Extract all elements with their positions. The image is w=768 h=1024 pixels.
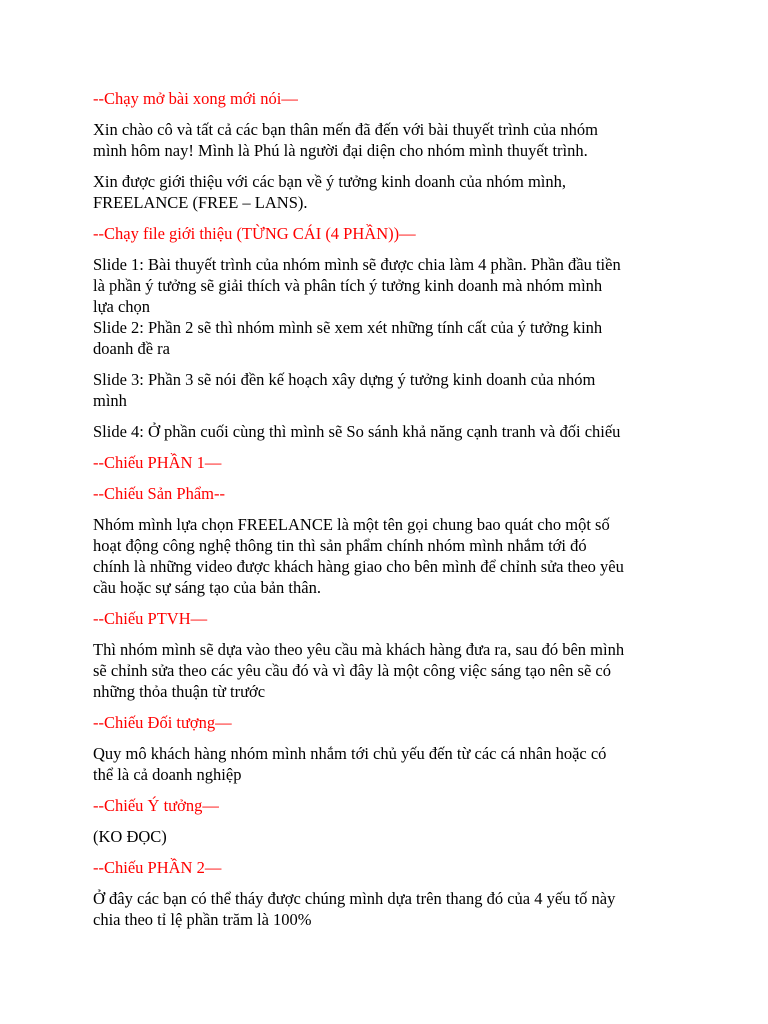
text-line: --Chiếu Sản Phẩm--: [93, 484, 225, 503]
speech-paragraph: [93, 119, 683, 161]
speech-paragraph: [93, 743, 683, 785]
text-line: --Chiếu PHẦN 2—: [93, 858, 222, 877]
text-line: Quy mô khách hàng nhóm mình nhắm tới chủ yếu đến từ các cá nhân hoặc có: [93, 744, 607, 763]
speech-paragraph: [93, 639, 683, 702]
presenter-cue: [93, 608, 683, 629]
text-line: --Chiếu PTVH—: [93, 609, 208, 628]
presenter-cue: [93, 88, 683, 109]
text-line: Xin chào cô và tất cả các bạn thân mến đã đến với bài thuyết trình của nhóm: [93, 120, 598, 139]
speech-paragraph: [93, 171, 683, 213]
text-line: --Chạy file giới thiệu (TỪNG CÁI (4 PHẦN))—: [93, 224, 416, 243]
speech-paragraph: [93, 826, 683, 847]
text-line: chia theo tỉ lệ phần trăm là 100%: [93, 910, 312, 929]
text-line: lựa chọn: [93, 297, 151, 316]
presenter-cue: [93, 483, 683, 504]
text-line: Slide 4: Ở phần cuối cùng thì mình sẽ So sánh khả năng cạnh tranh và đối chiếu: [93, 422, 621, 441]
text-line: Slide 2: Phần 2 sẽ thì nhóm mình sẽ xem xét những tính cất của ý tưởng kinh: [93, 318, 603, 337]
text-line: --Chiếu Đối tượng—: [93, 713, 232, 732]
text-line: cầu hoặc sự sáng tạo của bản thân.: [93, 578, 321, 597]
presenter-cue: [93, 223, 683, 244]
text-line: doanh đề ra: [93, 339, 170, 358]
text-line: --Chiếu PHẦN 1—: [93, 453, 222, 472]
text-line: --Chạy mở bài xong mới nói—: [93, 89, 298, 108]
text-line: hoạt động công nghệ thông tin thì sản phẩm chính nhóm mình nhắm tới đó: [93, 536, 587, 555]
text-line: những thỏa thuận từ trước: [93, 682, 266, 701]
speech-paragraph: [93, 888, 683, 930]
speech-paragraph: [93, 369, 683, 411]
text-line: mình hôm nay! Mình là Phú là người đại diện cho nhóm mình thuyết trình.: [93, 141, 588, 160]
text-line: Xin được giới thiệu với các bạn về ý tưởng kinh doanh của nhóm mình,: [93, 172, 566, 191]
text-line: (KO ĐỌC): [93, 827, 167, 846]
text-line: mình: [93, 391, 127, 410]
text-line: FREELANCE (FREE – LANS).: [93, 193, 308, 212]
text-line: chính là những video được khách hàng giao cho bên mình để chỉnh sửa theo yêu: [93, 557, 624, 576]
text-line: Slide 1: Bài thuyết trình của nhóm mình sẽ được chia làm 4 phần. Phần đầu tiền: [93, 255, 621, 274]
speech-paragraph: [93, 421, 683, 442]
presenter-cue: [93, 795, 683, 816]
text-line: Slide 3: Phần 3 sẽ nói đền kế hoạch xây dựng ý tưởng kinh doanh của nhóm: [93, 370, 596, 389]
presenter-cue: [93, 857, 683, 878]
text-line: sẽ chỉnh sửa theo các yêu cầu đó và vì đây là một công việc sáng tạo nên sẽ có: [93, 661, 611, 680]
speech-paragraph: [93, 514, 683, 598]
text-line: thể là cả doanh nghiệp: [93, 765, 242, 784]
text-line: --Chiếu Ý tưởng—: [93, 796, 219, 815]
text-line: Ở đây các bạn có thể tháy được chúng mình dựa trên thang đó của 4 yếu tố này: [93, 889, 616, 908]
text-line: Thì nhóm mình sẽ dựa vào theo yêu cầu mà khách hàng đưa ra, sau đó bên mình: [93, 640, 625, 659]
speech-paragraph: [93, 254, 683, 317]
document-page: [93, 88, 683, 940]
speech-paragraph: [93, 317, 683, 359]
text-line: là phần ý tưởng sẽ giải thích và phân tích ý tưởng kinh doanh mà nhóm mình: [93, 276, 603, 295]
presenter-cue: [93, 452, 683, 473]
text-line: Nhóm mình lựa chọn FREELANCE là một tên gọi chung bao quát cho một số: [93, 515, 610, 534]
presenter-cue: [93, 712, 683, 733]
